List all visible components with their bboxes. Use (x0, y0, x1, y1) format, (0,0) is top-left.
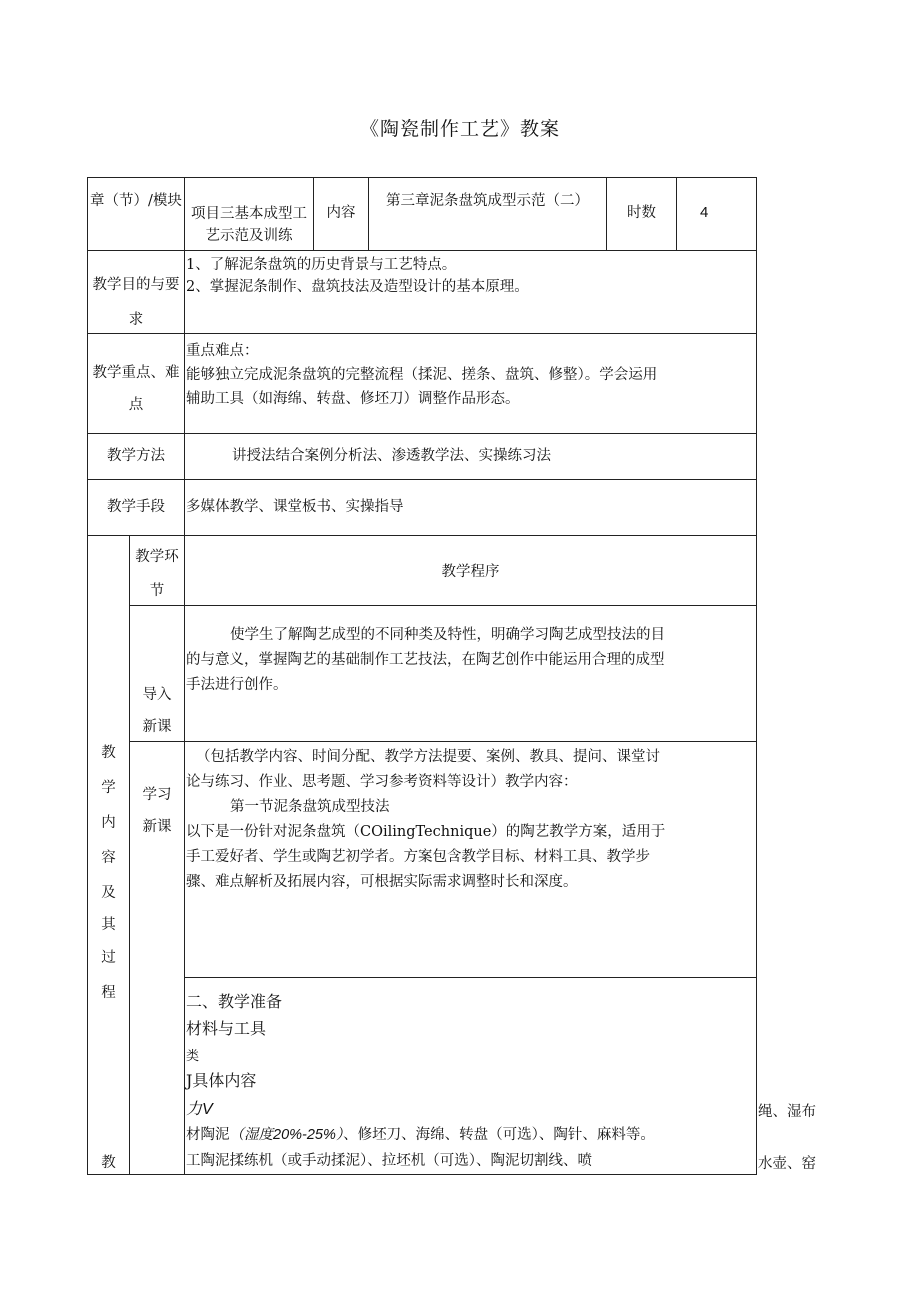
prep-sub: 材料与工具 (186, 1019, 267, 1038)
chapter-label: 章（节）/模块 (90, 193, 182, 209)
hours-label: 时数 (627, 205, 656, 221)
prep-row2: 工陶泥揉练机（或手动揉泥）、拉坯机（可选）、陶泥切割线、喷 (186, 1153, 592, 1169)
prep-row1-rest: 、修坯刀、海绵、转盘（可选）、陶针、麻料等。 (343, 1127, 655, 1143)
methods-label: 教学方法 (107, 448, 165, 464)
key-points-line: 能够独立完成泥条盘筑的完整流程（揉泥、搓条、盘筑、修整）。学会运用 (186, 367, 658, 383)
intro-line: 使学生了解陶艺成型的不同种类及特性，明确学习陶艺成型技法的目 (230, 627, 665, 643)
new-lesson-line: 论与练习、作业、思考题、学习参考资料等设计）教学内容： (186, 774, 578, 790)
prep-row1 (186, 1124, 655, 1146)
new-lesson-label: 新课 (142, 819, 172, 835)
page-title: 《陶瓷制作工艺》教案 (359, 118, 560, 140)
new-lesson-line: （包括教学内容、时间分配、教学方法提要、案例、教具、提问、课堂讨 (196, 749, 660, 765)
prep-glyph: 力V (186, 1101, 213, 1118)
section-title: 第一节泥条盘筑成型技法 (230, 799, 390, 815)
content-value: 第三章泥条盘筑成型示范（二） (386, 193, 589, 209)
new-lesson-line: 以下是一份针对泥条盘筑（COilingTechnique）的陶艺教学方案，适用于 (186, 824, 666, 840)
stage-header: 教学环 (135, 549, 179, 565)
prep-col1: 类 (186, 1049, 200, 1064)
hours-value: 4 (700, 204, 709, 221)
key-points-label: 教学重点、难点 (92, 365, 180, 413)
new-lesson-line: 骤、难点解析及拓展内容，可根据实际需求调整时长和深度。 (186, 874, 578, 890)
key-points-line: 辅助工具（如海绵、转盘、修坯刀）调整作品形态。 (186, 391, 520, 407)
objectives-label: 教学目的与要求 (92, 277, 180, 328)
objective-item: 2、掌握泥条制作、盘筑技法及造型设计的基本原理。 (186, 279, 529, 295)
stage-header: 节 (149, 583, 165, 599)
objective-item: 1、了解泥条盘筑的历史背景与工艺特点。 (186, 257, 457, 273)
key-points-heading: 重点难点： (186, 343, 259, 359)
overflow-text: 水壶、窑 (758, 1156, 816, 1172)
methods-value: 讲授法结合案例分析法、渗透教学法、实操练习法 (232, 448, 551, 464)
prep-col2: J具体内容 (186, 1071, 257, 1090)
intro-label: 导入 (142, 687, 172, 703)
chapter-value: 项目三基本成型工艺示范及训练 (191, 206, 307, 244)
means-label: 教学手段 (107, 499, 165, 515)
intro-label: 新课 (142, 719, 172, 735)
new-lesson-line: 手工爱好者、学生或陶艺初学者。方案包含教学目标、材料工具、教学步 (186, 849, 650, 865)
means-value: 多媒体教学、课堂板书、实操指导 (186, 499, 404, 515)
intro-line: 手法进行创作。 (186, 677, 288, 693)
overflow-text: 绳、湿布 (758, 1104, 816, 1120)
content-label: 内容 (326, 205, 356, 221)
program-header: 教学程序 (441, 564, 500, 580)
prep-row1-italic: （湿度20%-25%） (229, 1127, 344, 1143)
prep-row1-prefix: 材陶泥 (186, 1127, 230, 1143)
bottom-char: 教 (101, 1155, 116, 1171)
intro-line: 的与意义，掌握陶艺的基础制作工艺技法，在陶艺创作中能运用合理的成型 (186, 652, 665, 668)
new-lesson-label: 学习 (142, 787, 172, 803)
prep-heading: 二、教学准备 (186, 992, 283, 1011)
